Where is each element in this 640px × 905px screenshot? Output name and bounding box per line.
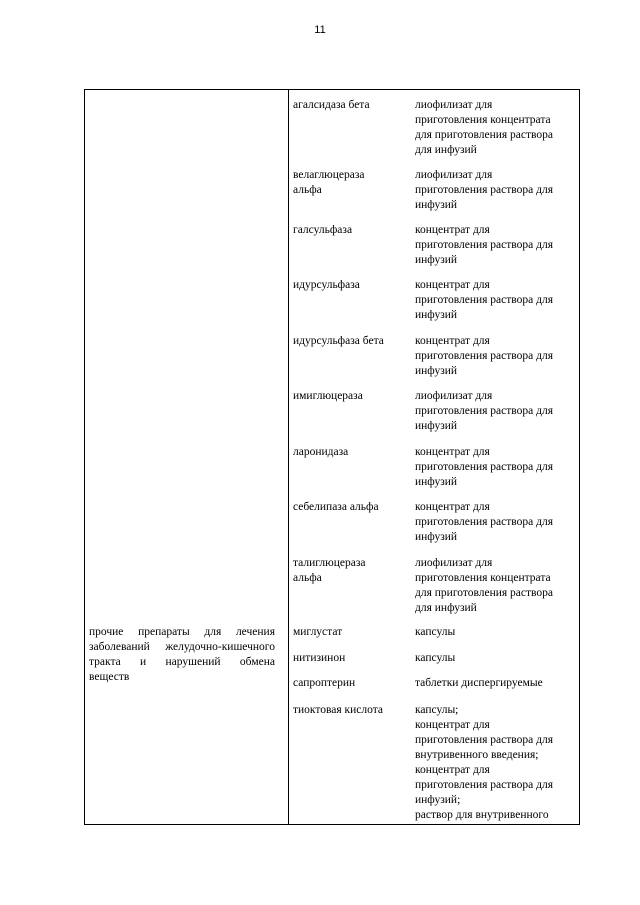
group-name-line: веществ: [89, 671, 130, 683]
page-number: 11: [314, 24, 326, 36]
dosage-form-line: инфузий: [415, 309, 458, 321]
dosage-form: [415, 651, 577, 666]
drug-name-line: идурсульфаза: [293, 279, 360, 291]
drug-name-line: миглустат: [293, 626, 343, 638]
drug-name: [293, 389, 413, 404]
drug-name-line: альфа: [293, 572, 322, 584]
dosage-form-line: концентрат для: [415, 446, 490, 458]
drug-name-line: агалсидаза бета: [293, 99, 370, 111]
drug-name: [293, 676, 413, 691]
dosage-form-line: инфузий: [415, 365, 458, 377]
drug-name: [293, 278, 413, 293]
group-name: [89, 625, 275, 685]
group-name-line: тракта и нарушений обмена: [89, 656, 275, 668]
dosage-form-line: приготовления концентрата: [415, 572, 551, 584]
dosage-form-line: приготовления раствора для: [415, 184, 553, 196]
drug-name-line: галсульфаза: [293, 224, 353, 236]
dosage-form-line: инфузий: [415, 199, 458, 211]
dosage-form-line: приготовления раствора для: [415, 461, 553, 473]
drug-table: [84, 89, 580, 825]
drug-name-line: себелипаза альфа: [293, 501, 379, 513]
dosage-form-line: концентрат для: [415, 335, 490, 347]
dosage-form-line: концентрат для: [415, 279, 490, 291]
dosage-form-line: приготовления раствора для: [415, 779, 553, 791]
dosage-form-line: лиофилизат для: [415, 390, 493, 402]
dosage-form-line: инфузий: [415, 476, 458, 488]
dosage-form-line: для инфузий: [415, 144, 477, 156]
dosage-form-line: капсулы: [415, 626, 456, 638]
group-name-line: прочие препараты для лечения: [89, 626, 275, 638]
dosage-form-line: для инфузий: [415, 602, 477, 614]
drug-name: [293, 168, 413, 198]
drug-name: [293, 625, 413, 640]
drug-name-line: сапроптерин: [293, 677, 356, 689]
drug-name-line: нитизинон: [293, 652, 346, 664]
dosage-form: [415, 556, 577, 616]
dosage-form-line: концентрат для: [415, 719, 490, 731]
dosage-form-line: инфузий: [415, 531, 458, 543]
dosage-form-line: приготовления раствора для: [415, 516, 553, 528]
dosage-form: [415, 389, 577, 434]
drug-name: [293, 703, 413, 718]
dosage-form-line: капсулы: [415, 652, 456, 664]
dosage-form-line: приготовления раствора для: [415, 294, 553, 306]
dosage-form-line: инфузий: [415, 420, 458, 432]
group-name-line: заболеваний желудочно-кишечного: [89, 641, 275, 653]
dosage-form-line: приготовления концентрата: [415, 114, 551, 126]
drug-name: [293, 651, 413, 666]
drug-name-line: ларонидаза: [293, 446, 349, 458]
drug-name-line: имиглюцераза: [293, 390, 363, 402]
dosage-form: [415, 500, 577, 545]
dosage-form: [415, 703, 577, 823]
drug-name-line: велаглюцераза: [293, 169, 365, 181]
drug-name-line: тиоктовая кислота: [293, 704, 383, 716]
column-divider: [288, 90, 289, 824]
dosage-form-line: инфузий: [415, 254, 458, 266]
dosage-form-line: концентрат для: [415, 764, 490, 776]
dosage-form-line: приготовления раствора для: [415, 239, 553, 251]
drug-name: [293, 500, 413, 515]
drug-name: [293, 98, 413, 113]
dosage-form: [415, 445, 577, 490]
dosage-form: [415, 98, 577, 158]
dosage-form: [415, 625, 577, 640]
dosage-form-line: приготовления раствора для: [415, 350, 553, 362]
dosage-form: [415, 676, 577, 691]
dosage-form: [415, 168, 577, 213]
dosage-form-line: внутривенного введения;: [415, 749, 539, 761]
dosage-form-line: лиофилизат для: [415, 169, 493, 181]
dosage-form-line: для приготовления раствора: [415, 587, 553, 599]
dosage-form-line: лиофилизат для: [415, 557, 493, 569]
dosage-form: [415, 278, 577, 323]
dosage-form-line: капсулы;: [415, 704, 459, 716]
drug-name-line: талиглюцераза: [293, 557, 366, 569]
dosage-form-line: приготовления раствора для: [415, 405, 553, 417]
dosage-form-line: концентрат для: [415, 501, 490, 513]
dosage-form-line: концентрат для: [415, 224, 490, 236]
drug-name: [293, 223, 413, 238]
dosage-form-line: таблетки диспергируемые: [415, 677, 543, 689]
dosage-form: [415, 334, 577, 379]
dosage-form: [415, 223, 577, 268]
drug-name-line: альфа: [293, 184, 322, 196]
drug-name: [293, 445, 413, 460]
drug-name-line: идурсульфаза бета: [293, 335, 384, 347]
dosage-form-line: лиофилизат для: [415, 99, 493, 111]
dosage-form-line: для приготовления раствора: [415, 129, 553, 141]
dosage-form-line: раствор для внутривенного: [415, 809, 549, 821]
drug-name: [293, 334, 413, 349]
drug-name: [293, 556, 413, 586]
dosage-form-line: приготовления раствора для: [415, 734, 553, 746]
dosage-form-line: инфузий;: [415, 794, 461, 806]
